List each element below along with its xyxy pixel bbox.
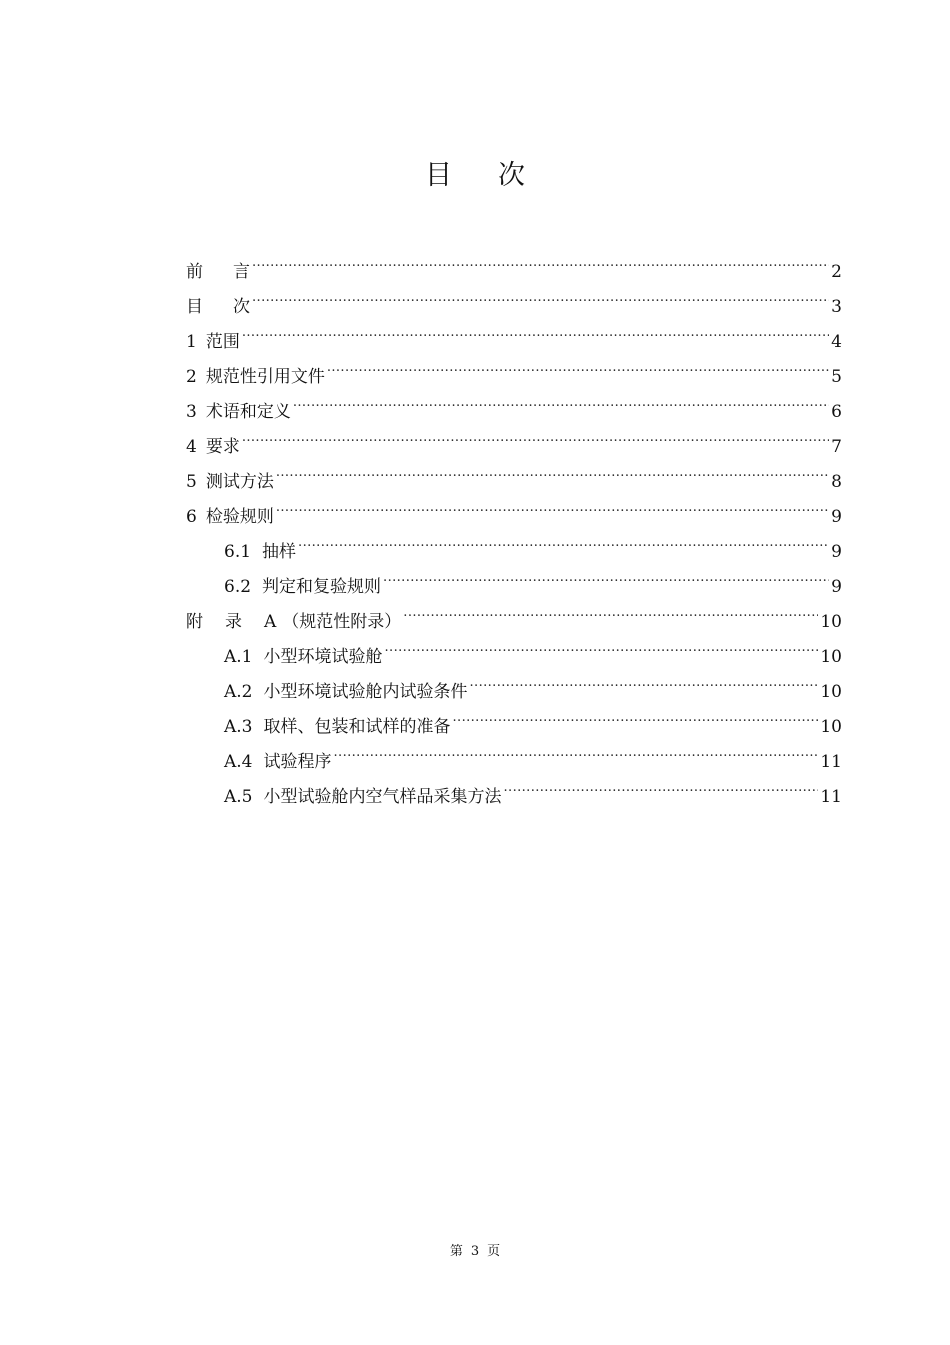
- toc-entry-number: 1: [186, 332, 197, 352]
- toc-page-number: 2: [831, 262, 842, 282]
- toc-entry-number: 6: [186, 507, 197, 527]
- footer-suffix: 页: [487, 1244, 501, 1259]
- dot-leader: [470, 662, 819, 697]
- toc-entry-contents[interactable]: [186, 277, 842, 317]
- dot-leader: [453, 697, 819, 732]
- toc-entry-title: [186, 605, 401, 640]
- toc-page-number: 3: [831, 297, 842, 317]
- toc-title-char-2: 次: [233, 297, 250, 317]
- toc-entry-number: A.1: [224, 647, 253, 667]
- toc-entry-number: 4: [186, 437, 197, 457]
- toc-page-number: 6: [831, 402, 842, 422]
- dot-leader: [504, 767, 819, 802]
- toc-entry-title: 小型环境试验舱: [263, 647, 383, 667]
- toc-entry-title: [186, 290, 250, 325]
- toc-entry-title: 试验程序: [263, 752, 332, 772]
- toc-page-number: 4: [831, 332, 842, 352]
- dot-leader: [385, 627, 819, 662]
- toc-entry-number: 6.1: [224, 542, 252, 562]
- toc-entry-title: 小型试验舱内空气样品采集方法: [263, 787, 502, 807]
- toc-entry-number: A.2: [224, 682, 253, 702]
- toc-entry-6[interactable]: [186, 487, 842, 527]
- toc-entry-4[interactable]: [186, 417, 842, 457]
- dot-leader: [293, 382, 829, 417]
- page-footer: [0, 1243, 950, 1261]
- toc-page-number: 11: [820, 752, 842, 772]
- toc-page-number: 9: [831, 542, 842, 562]
- toc-entry-number: A.5: [224, 787, 253, 807]
- table-of-contents: [186, 242, 842, 807]
- toc-entry-title: [186, 255, 250, 290]
- dot-leader: [252, 277, 829, 312]
- toc-entry-title: 规范性引用文件: [205, 367, 325, 387]
- toc-page-number: 10: [820, 647, 842, 667]
- toc-page-number: 9: [831, 507, 842, 527]
- page-title: [0, 158, 950, 194]
- toc-page-number: 8: [831, 472, 842, 492]
- toc-entry-1[interactable]: [186, 312, 842, 352]
- toc-page-number: 9: [831, 577, 842, 597]
- dot-leader: [276, 487, 829, 522]
- page-title-char-2: 次: [498, 160, 525, 191]
- toc-entry-title: 要求: [205, 437, 240, 457]
- toc-page-number: 11: [820, 787, 842, 807]
- toc-entry-5[interactable]: [186, 452, 842, 492]
- toc-entry-number: 2: [186, 367, 197, 387]
- footer-prefix: 第: [449, 1244, 463, 1259]
- toc-title-char-2: 言: [233, 262, 250, 282]
- footer-page-number: 3: [470, 1244, 480, 1259]
- toc-entry-title: 抽样: [262, 542, 297, 562]
- dot-leader: [252, 242, 829, 277]
- toc-entry-number: A.3: [224, 717, 253, 737]
- toc-title-char-1: 前: [186, 262, 203, 282]
- toc-entry-preface[interactable]: [186, 242, 842, 282]
- appendix-label-char-1: 附: [186, 612, 203, 632]
- dot-leader: [403, 592, 818, 627]
- dot-leader: [298, 522, 829, 557]
- dot-leader: [276, 452, 829, 487]
- dot-leader: [242, 417, 829, 452]
- toc-page-number: 5: [831, 367, 842, 387]
- toc-entry-number: 3: [186, 402, 197, 422]
- toc-title-char-1: 目: [186, 297, 203, 317]
- toc-entry-2[interactable]: [186, 347, 842, 387]
- toc-page-number: 7: [831, 437, 842, 457]
- dot-leader: [383, 557, 829, 592]
- toc-entry-title: 检验规则: [205, 507, 274, 527]
- toc-entry-title: 判定和复验规则: [262, 577, 382, 597]
- toc-page-number: 10: [820, 682, 842, 702]
- dot-leader: [327, 347, 829, 382]
- toc-entry-number: 5: [186, 472, 197, 492]
- appendix-letter: A: [264, 612, 277, 632]
- toc-entry-number: 6.2: [224, 577, 252, 597]
- toc-entry-title: 小型环境试验舱内试验条件: [263, 682, 468, 702]
- toc-page-number: 10: [820, 612, 842, 632]
- toc-entry-6-1[interactable]: [186, 522, 842, 562]
- dot-leader: [242, 312, 829, 347]
- toc-entry-number: A.4: [224, 752, 253, 772]
- page-title-char-1: 目: [425, 160, 452, 191]
- toc-entry-title: 取样、包装和试样的准备: [263, 717, 451, 737]
- toc-entry-title: 测试方法: [205, 472, 274, 492]
- appendix-label-char-2: 录: [225, 612, 242, 632]
- toc-entry-title: 术语和定义: [205, 402, 291, 422]
- appendix-note: （规范性附录）: [282, 612, 402, 632]
- dot-leader: [334, 732, 819, 767]
- toc-page-number: 10: [820, 717, 842, 737]
- toc-entry-title: 范围: [205, 332, 240, 352]
